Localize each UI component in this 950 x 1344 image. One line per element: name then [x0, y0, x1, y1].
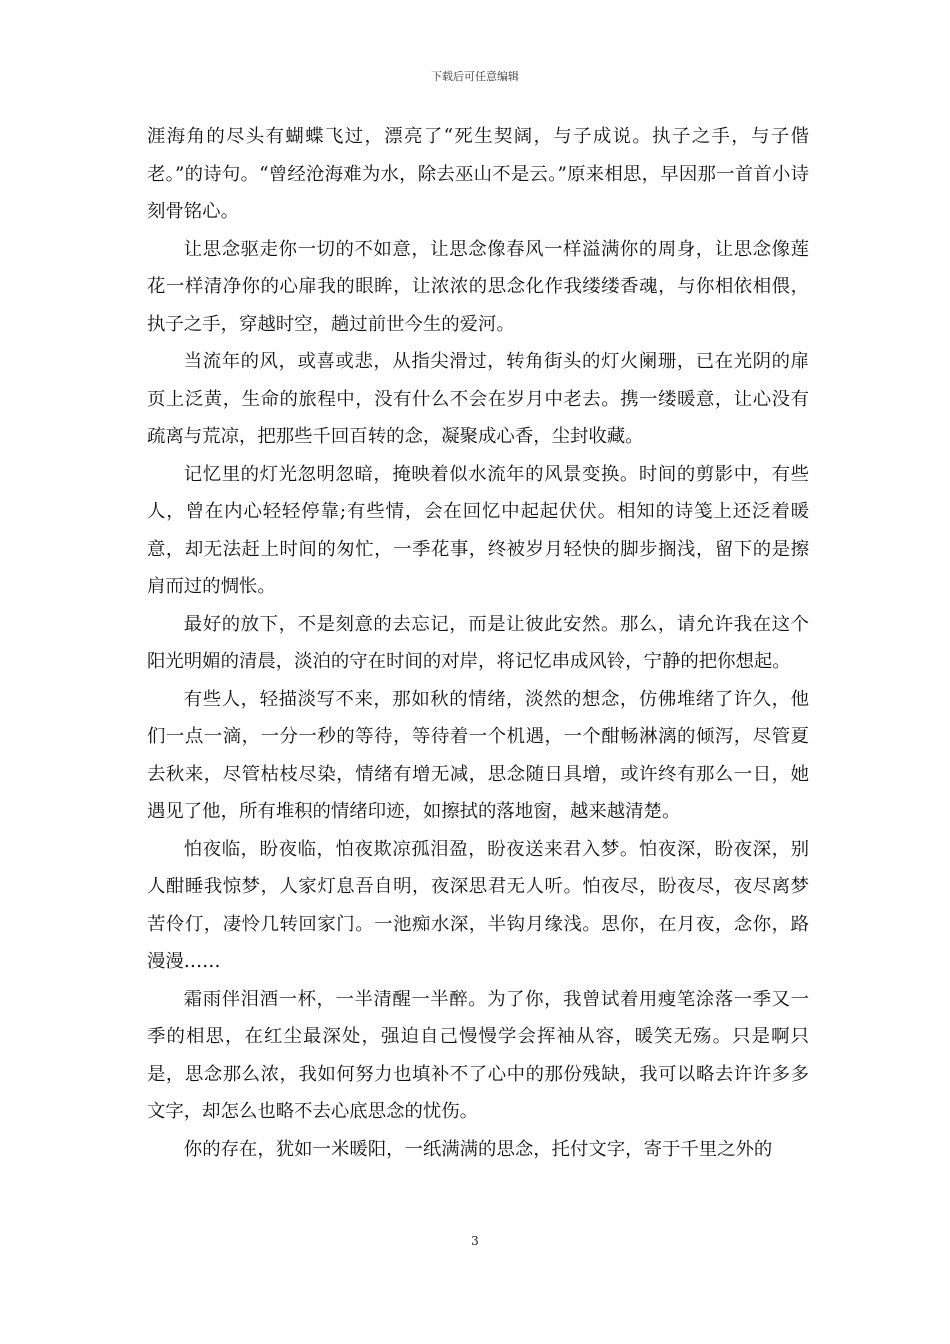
- paragraph: 怕夜临，盼夜临，怕夜欺凉孤泪盈，盼夜送来君入梦。怕夜深，盼夜深，别人酣睡我惊梦，人家灯息吾自明，夜深思君无人听。怕夜尽，盼夜尽，夜尽离梦苦伶仃，凄怜几转回家门。一池痴水深，半钩月缘浅。思你，在月夜，念你，路漫漫……: [147, 838, 809, 972]
- paragraph: 让思念驱走你一切的不如意，让思念像春风一样溢满你的周身，让思念像莲花一样清净你的心扉我的眼眸，让浓浓的思念化作我缕缕香魂，与你相依相偎，执子之手，穿越时空，趟过前世今生的爱河。: [147, 238, 809, 335]
- paragraph-continued: 涯海角的尽头有蝴蝶飞过，漂亮了“死生契阔，与子成说。执子之手，与子偕老。”的诗句。“曾经沧海难为水，除去巫山不是云。”原来相思，早因那一首首小诗刻骨铭心。: [147, 126, 809, 222]
- body-text: [147, 118, 809, 1168]
- paragraph: 记忆里的灯光忽明忽暗，掩映着似水流年的风景变换。时间的剪影中，有些人，曾在内心轻轻停靠;有些情，会在回忆中起起伏伏。相知的诗笺上还泛着暖意，却无法赶上时间的匆忙，一季花事，终被岁月轻快的脚步搁浅，留下的是擦肩而过的惆怅。: [147, 463, 809, 597]
- paragraph: 当流年的风，或喜或悲，从指尖滑过，转角街头的灯火阑珊，已在光阴的扉页上泛黄，生命的旅程中，没有什么不会在岁月中老去。携一缕暖意，让心没有疏离与荒凉，把那些千回百转的念，凝聚成心香，尘封收藏。: [147, 351, 809, 447]
- paragraph: 最好的放下，不是刻意的去忘记，而是让彼此安然。那么，请允许我在这个阳光明媚的清晨，淡泊的守在时间的对岸，将记忆串成风铃，宁静的把你想起。: [147, 613, 809, 672]
- page-number: 3: [471, 1234, 479, 1248]
- paragraph: 霜雨伴泪酒一杯，一半清醒一半醉。为了你，我曾试着用瘦笔涂落一季又一季的相思，在红尘最深处，强迫自己慢慢学会挥袖从容，暖笑无殇。只是啊只是，思念那么浓，我如何努力也填补不了心中的那份残缺，我可以略去许许多多文字，却怎么也略不去心底思念的忧伤。: [147, 988, 809, 1122]
- paragraph: 有些人，轻描淡写不来，那如秋的情绪，淡然的想念，仿佛堆绪了许久，他们一点一滴，一分一秒的等待，等待着一个机遇，一个酣畅淋漓的倾泻，尽管夏去秋来，尽管枯枝尽染，情绪有增无减，思念随日具增，或许终有那么一日，她遇见了他，所有堆积的情绪印迹，如擦拭的落地窗，越来越清楚。: [147, 688, 809, 822]
- paragraph: 你的存在，犹如一米暖阳，一纸满满的思念，托付文字，寄于千里之外的: [183, 1138, 773, 1160]
- page-header: 下载后可任意编辑: [431, 70, 519, 83]
